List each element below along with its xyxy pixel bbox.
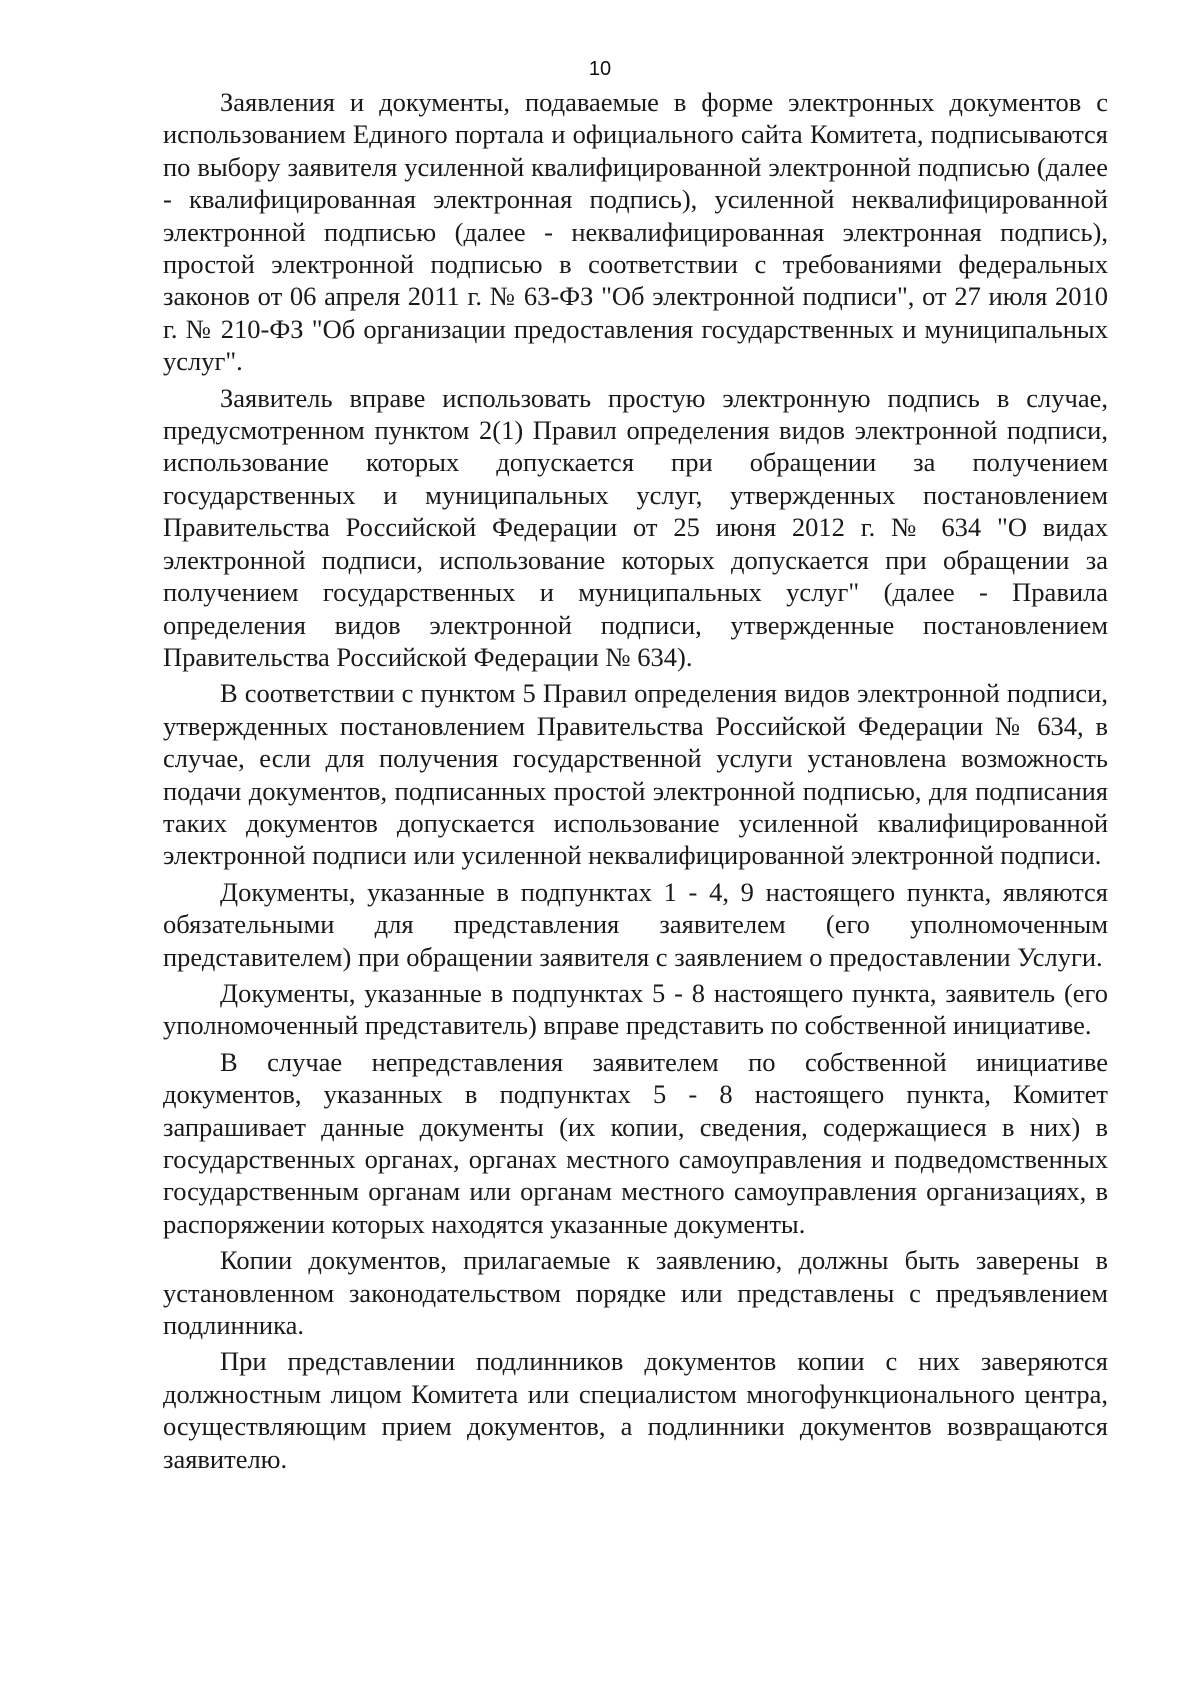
paragraph-certified-copies: Копии документов, прилагаемые к заявлению, должны быть заверены в установленном законодательством порядке или представлены с предъявлением подлинника.: [163, 1245, 1108, 1341]
paragraph-mandatory-documents: Документы, указанные в подпунктах 1 - 4, 9 настоящего пункта, являются обязательными для представления заявителем (его уполномоченным представителем) при обращении заявителя с заявлением о предоставлении Услуги.: [163, 876, 1108, 972]
paragraph-originals-returned: При представлении подлинников документов копии с них заверяются должностным лицом Комитета или специалистом многофункционального центра, осуществляющим прием документов, а подлинники документов возвращаются заявителю.: [163, 1346, 1108, 1474]
paragraph-committee-requests: В случае непредставления заявителем по собственной инициативе документов, указанных в подпунктах 5 - 8 настоящего пункта, Комитет запрашивает данные документы (их копии, сведения, содержащиеся в них) в государственных органах, органах местного самоуправления и подведомственных государственным органам или органам местного самоуправления организациях, в распоряжении которых находятся указанные документы.: [163, 1046, 1108, 1239]
paragraph-simple-signature-right: Заявитель вправе использовать простую электронную подпись в случае, предусмотренном пунктом 2(1) Правил определения видов электронной подписи, использование которых допускается при обращении за получением государственных и муниципальных услуг, утвержденных постановлением Правительства Российской Федерации от 25 июня 2012 г. № 634 "О видах электронной подписи, использование которых допускается при обращении за получением государственных и муниципальных услуг" (далее - Правила определения видов электронной подписи, утвержденные постановлением Правительства Российской Федерации № 634).: [163, 382, 1108, 672]
document-body: [163, 86, 1108, 1479]
page-number: 10: [588, 58, 612, 80]
paragraph-optional-documents: Документы, указанные в подпунктах 5 - 8 настоящего пункта, заявитель (его уполномоченный представитель) вправе представить по собственной инициативе.: [163, 977, 1108, 1041]
paragraph-rule-point-5: В соответствии с пунктом 5 Правил определения видов электронной подписи, утвержденных постановлением Правительства Российской Федерации № 634, в случае, если для получения государственной услуги установлена возможность подачи документов, подписанных простой электронной подписью, для подписания таких документов допускается использование усиленной квалифицированной электронной подписи или усиленной неквалифицированной электронной подписи.: [163, 678, 1108, 871]
paragraph-electronic-signature-types: Заявления и документы, подаваемые в форме электронных документов с использованием Единого портала и официального сайта Комитета, подписываются по выбору заявителя усиленной квалифицированной электронной подписью (далее - квалифицированная электронная подпись), усиленной неквалифицированной электронной подписью (далее - неквалифицированная электронная подпись), простой электронной подписью в соответствии с требованиями федеральных законов от 06 апреля 2011 г. № 63-ФЗ "Об электронной подписи", от 27 июля 2010 г. № 210-ФЗ "Об организации предоставления государственных и муниципальных услуг".: [163, 87, 1108, 377]
